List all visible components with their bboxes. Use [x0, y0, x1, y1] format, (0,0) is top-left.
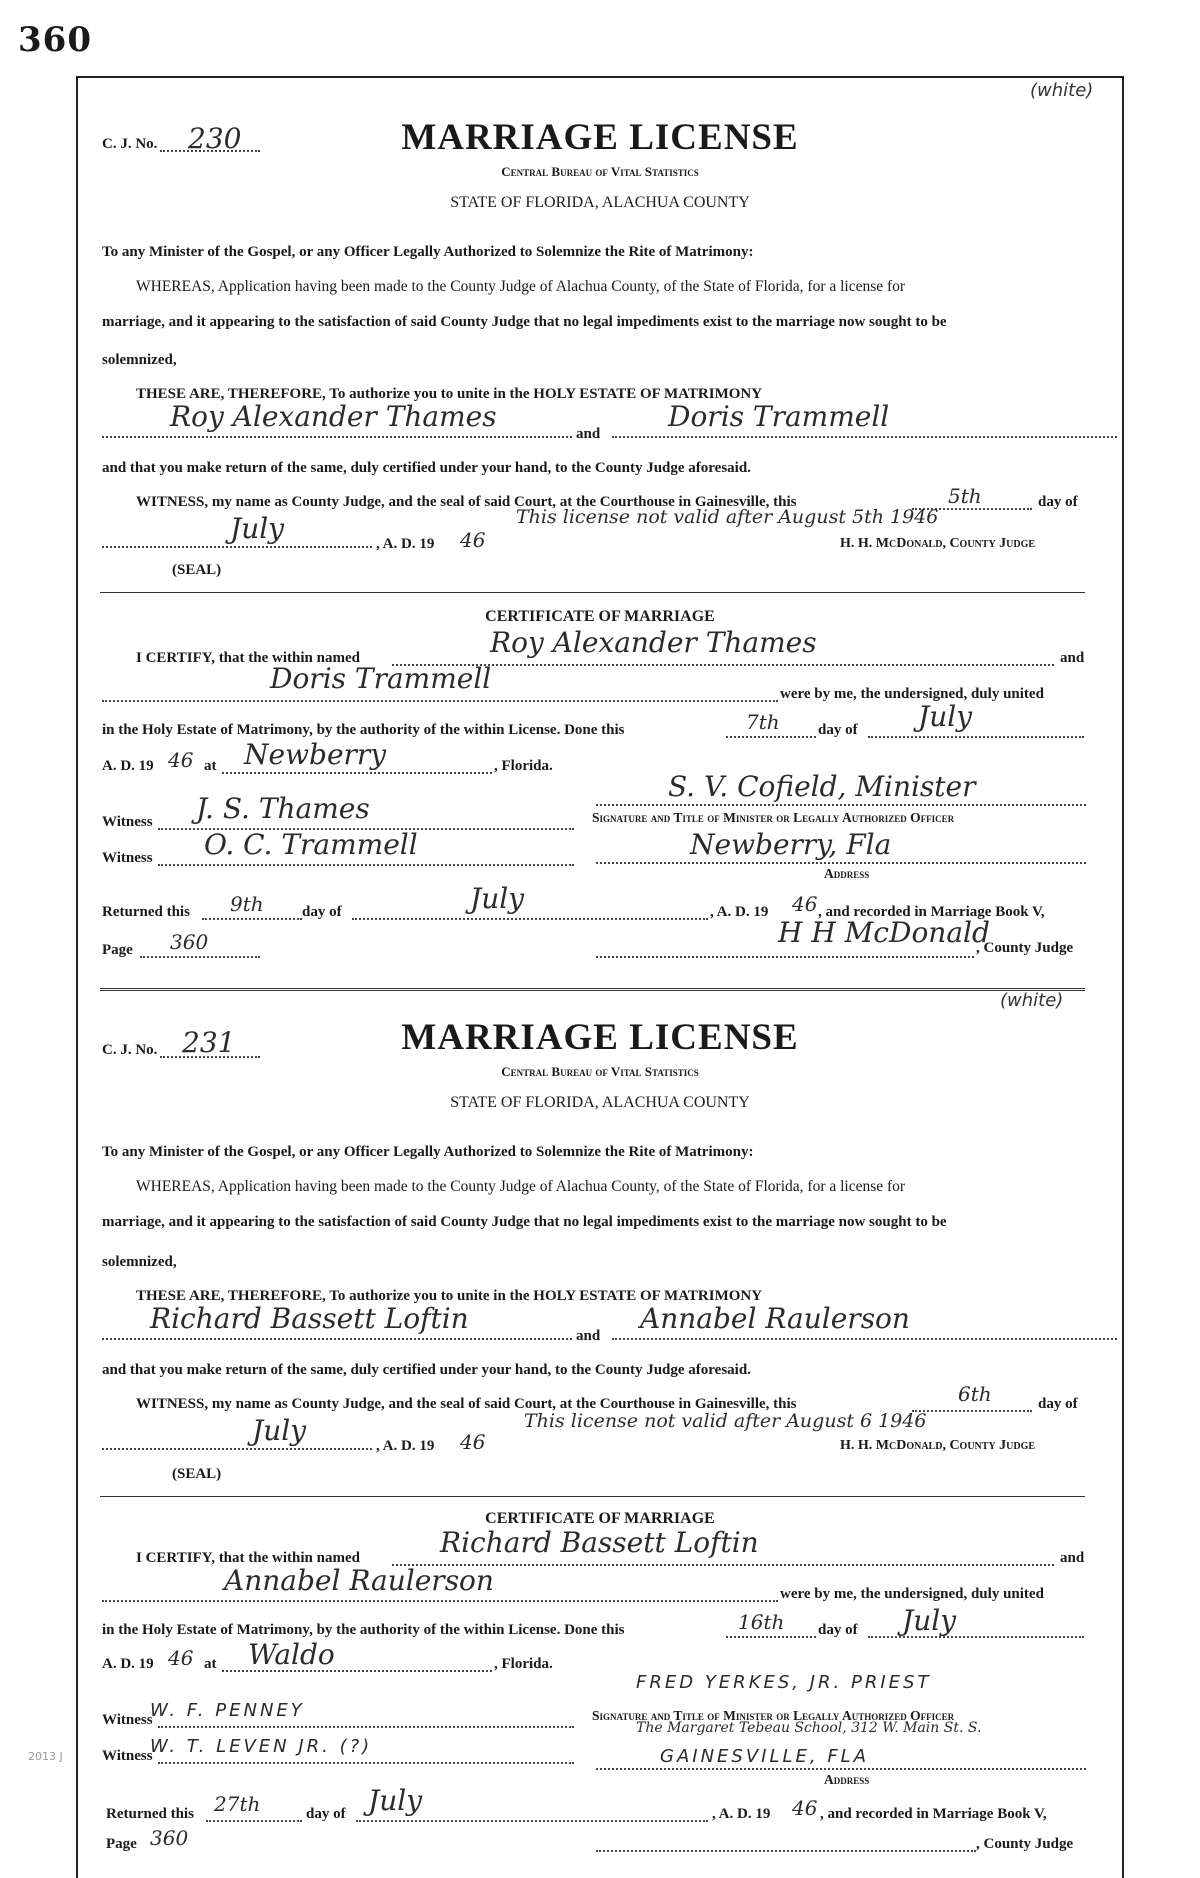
cert-and-label: and [1060, 650, 1085, 666]
bride-name: Doris Trammell [668, 400, 890, 433]
cert-bride-name: Annabel Raulerson [224, 1564, 494, 1597]
cert-and-label: and [1060, 1550, 1085, 1566]
return-line: and that you make return of the same, duly certified under your hand, to the County Judge aforesaid. [102, 1362, 751, 1378]
groom-line [102, 1338, 572, 1340]
done-day-of-label: day of [818, 722, 858, 738]
at-label: at [204, 758, 217, 774]
bride-name: Annabel Raulerson [640, 1302, 910, 1335]
marriage-place: Newberry [244, 738, 387, 771]
cert-bride-line [102, 700, 778, 702]
section-divider [100, 592, 1085, 593]
witness-2-line [158, 864, 574, 866]
cj-no: 230 [188, 122, 242, 155]
returned-day-of-label: day of [306, 1806, 346, 1822]
addressee: To any Minister of the Gospel, or any Officer Legally Authorized to Solemnize the Rite of Matrimony: [102, 1144, 754, 1160]
witness-text: WITNESS, my name as County Judge, and the seal of said Court, at the Courthouse in Gainesville, this [136, 494, 797, 510]
whereas-line-3: solemnized, [102, 1254, 177, 1270]
watermark: 2013 J [28, 1750, 63, 1763]
cert-ad-label: A. D. 19 [102, 758, 154, 774]
officiant-signature: S. V. Cofield, Minister [668, 770, 976, 803]
signature-caption: Signature and Title of Minister or Legally Authorized Officer [592, 810, 955, 825]
cj-label: C. J. No. [102, 136, 158, 152]
returned-year: 46 [792, 1796, 818, 1820]
marriage-place: Waldo [248, 1638, 335, 1671]
judge-signature-line [596, 1850, 976, 1852]
seal-label: (SEAL) [172, 562, 222, 578]
validity-note: This license not valid after August 6 1946 [524, 1410, 927, 1432]
cert-groom-line [392, 664, 1054, 666]
returned-month: July [470, 882, 525, 915]
florida-label: , Florida. [494, 1656, 553, 1672]
holy-estate-line: in the Holy Estate of Matrimony, by the authority of the within License. Done this [102, 1622, 625, 1638]
at-label: at [204, 1656, 217, 1672]
page-line [140, 956, 260, 958]
recorded-label: , and recorded in Marriage Book V, [820, 1806, 1047, 1822]
cert-year: 46 [168, 748, 194, 772]
witness-1-label: Witness [102, 814, 153, 830]
certificate-title: CERTIFICATE OF MARRIAGE [485, 608, 715, 625]
judge-signature: H H McDonald [778, 916, 990, 949]
officiant-address-line [596, 862, 1086, 864]
united-label: were by me, the undersigned, duly united [780, 686, 1044, 702]
license-day: 5th [948, 484, 982, 508]
return-line: and that you make return of the same, duly certified under your hand, to the County Judge aforesaid. [102, 460, 751, 476]
ad-label: , A. D. 19 [376, 1438, 435, 1454]
done-month: July [902, 1604, 957, 1637]
place-line [222, 772, 492, 774]
whereas-line-2: marriage, and it appearing to the satisfaction of said County Judge that no legal impediments exist to the marriage now sought to be [102, 314, 947, 330]
done-month-line [868, 1636, 1084, 1638]
month-line [102, 1448, 372, 1450]
license-day: 6th [958, 1382, 992, 1406]
page-label: Page [102, 942, 133, 958]
cert-groom-name: Richard Bassett Loftin [440, 1526, 759, 1559]
color-note: (white) [1000, 990, 1064, 1011]
cert-groom-name: Roy Alexander Thames [490, 626, 817, 659]
groom-name: Richard Bassett Loftin [150, 1302, 469, 1335]
state-county: STATE OF FLORIDA, ALACHUA COUNTY [450, 194, 750, 211]
officiant-extra: The Margaret Tebeau School, 312 W. Main St. S. [636, 1720, 982, 1736]
cert-year: 46 [168, 1646, 194, 1670]
returned-day: 27th [214, 1792, 261, 1816]
address-caption: Address [824, 1772, 870, 1787]
witness-2-line [158, 1762, 574, 1764]
witness-2-label: Witness [102, 1748, 153, 1764]
cert-bride-name: Doris Trammell [270, 662, 492, 695]
returned-day: 9th [230, 892, 264, 916]
day-of-label: day of [1038, 1396, 1078, 1412]
license-title: MARRIAGE LICENSE [401, 1017, 799, 1058]
certificate-title: CERTIFICATE OF MARRIAGE [485, 1510, 715, 1527]
bride-line [612, 436, 1117, 438]
officiant-signature: FRED YERKES, JR. PRIEST [636, 1672, 932, 1693]
county-judge: H. H. McDonald, County Judge [840, 536, 1036, 551]
day-line [912, 1410, 1032, 1412]
returned-day-line [202, 918, 302, 920]
license-year: 46 [460, 528, 486, 552]
done-month-line [868, 736, 1084, 738]
judge-signature-line [596, 956, 974, 958]
done-day-line [726, 1636, 816, 1638]
cert-ad-label: A. D. 19 [102, 1656, 154, 1672]
united-label: were by me, the undersigned, duly united [780, 1586, 1044, 1602]
holy-estate-line: in the Holy Estate of Matrimony, by the authority of the within License. Done this [102, 722, 625, 738]
returned-day-of-label: day of [302, 904, 342, 920]
page-value: 360 [170, 930, 209, 954]
returned-label: Returned this [102, 904, 190, 920]
license-year: 46 [460, 1430, 486, 1454]
witness-2-label: Witness [102, 850, 153, 866]
done-day-line [726, 736, 816, 738]
license-title: MARRIAGE LICENSE [401, 117, 799, 158]
whereas-line-2: marriage, and it appearing to the satisfaction of said County Judge that no legal impediments exist to the marriage now sought to be [102, 1214, 947, 1230]
groom-name: Roy Alexander Thames [170, 400, 497, 433]
returned-ad-label: , A. D. 19 [710, 904, 769, 920]
cj-no: 231 [182, 1026, 236, 1059]
returned-label: Returned this [106, 1806, 194, 1822]
page-number: 360 [18, 20, 92, 60]
returned-month-line [356, 1820, 708, 1822]
whereas-line-1: WHEREAS, Application having been made to the County Judge of Alachua County, of the State of Florida, for a license for [136, 278, 906, 295]
signature-caption: Signature and Title of Minister or Legally Authorized Officer [592, 1708, 955, 1723]
day-of-label: day of [1038, 494, 1078, 510]
addressee: To any Minister of the Gospel, or any Officer Legally Authorized to Solemnize the Rite of Matrimony: [102, 244, 754, 260]
section-divider [100, 1496, 1085, 1497]
returned-month-line [352, 918, 708, 920]
officiant-address-line [596, 1768, 1086, 1770]
officiant-address: GAINESVILLE, FLA [660, 1746, 870, 1767]
county-judge: H. H. McDonald, County Judge [840, 1438, 1036, 1453]
groom-line [102, 436, 572, 438]
and-label: and [576, 1328, 601, 1344]
state-county: STATE OF FLORIDA, ALACHUA COUNTY [450, 1094, 750, 1111]
bureau-subtitle: Central Bureau of Vital Statistics [501, 1064, 699, 1079]
document-frame [76, 76, 1124, 1878]
returned-ad-label: , A. D. 19 [712, 1806, 771, 1822]
license-month: July [252, 1414, 307, 1447]
witness-1-name: W. F. PENNEY [150, 1700, 305, 1721]
certify-label: I CERTIFY, that the within named [136, 650, 360, 666]
whereas-line-1: WHEREAS, Application having been made to the County Judge of Alachua County, of the State of Florida, for a license for [136, 1178, 906, 1195]
address-caption: Address [824, 866, 870, 881]
returned-year: 46 [792, 892, 818, 916]
validity-note: This license not valid after August 5th 1946 [516, 506, 939, 528]
month-line [102, 546, 372, 548]
officiant-address: Newberry, Fla [690, 828, 892, 861]
seal-label: (SEAL) [172, 1466, 222, 1482]
returned-month: July [368, 1784, 423, 1817]
done-day-of-label: day of [818, 1622, 858, 1638]
and-label: and [576, 426, 601, 442]
judge-caption: , County Judge [976, 1836, 1074, 1852]
florida-label: , Florida. [494, 758, 553, 774]
officiant-line [596, 804, 1086, 806]
witness-1-label: Witness [102, 1712, 153, 1728]
these-are-line: THESE ARE, THEREFORE, To authorize you to unite in the HOLY ESTATE OF MATRIMONY [136, 1288, 763, 1304]
returned-day-line [206, 1820, 302, 1822]
recorded-label: , and recorded in Marriage Book V, [818, 904, 1045, 920]
judge-caption: , County Judge [976, 940, 1074, 956]
cj-label: C. J. No. [102, 1042, 158, 1058]
license-divider [100, 988, 1085, 991]
witness-1-name: J. S. Thames [196, 792, 370, 825]
witness-1-line [158, 1726, 574, 1728]
done-day: 16th [738, 1610, 785, 1634]
bureau-subtitle: Central Bureau of Vital Statistics [501, 164, 699, 179]
done-day: 7th [746, 710, 780, 734]
bride-line [612, 1338, 1117, 1340]
done-month: July [918, 700, 973, 733]
witness-2-name: O. C. Trammell [204, 828, 418, 861]
witness-text: WITNESS, my name as County Judge, and the seal of said Court, at the Courthouse in Gainesville, this [136, 1396, 797, 1412]
color-note: (white) [1030, 80, 1094, 101]
cert-bride-line [102, 1600, 778, 1602]
these-are-line: THESE ARE, THEREFORE, To authorize you to unite in the HOLY ESTATE OF MATRIMONY [136, 386, 763, 402]
page-label: Page [106, 1836, 137, 1852]
page-value: 360 [150, 1826, 189, 1850]
license-month: July [230, 512, 285, 545]
certify-label: I CERTIFY, that the within named [136, 1550, 360, 1566]
witness-2-name: W. T. LEVEN JR. (?) [150, 1736, 373, 1757]
whereas-line-3: solemnized, [102, 352, 177, 368]
ad-label: , A. D. 19 [376, 536, 435, 552]
